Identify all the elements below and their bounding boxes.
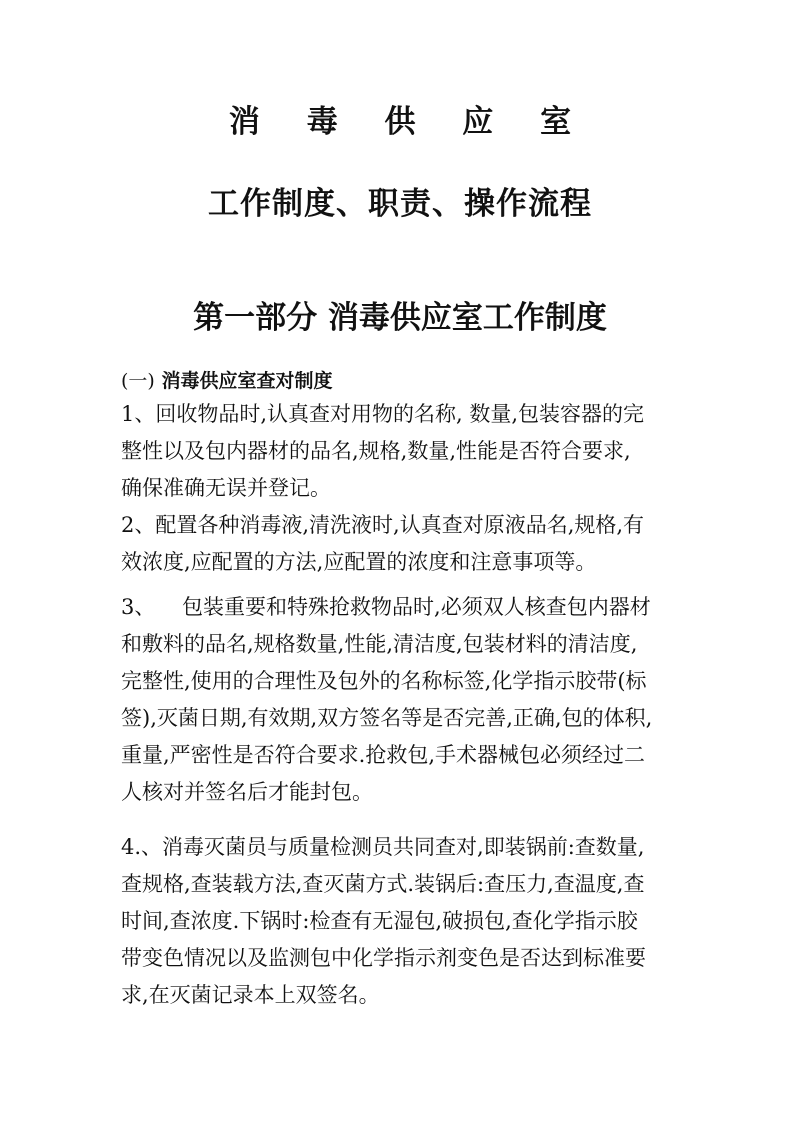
paragraph-4 (121, 829, 691, 1014)
paragraph-line: 求,在灭菌记录本上双签名。 (121, 983, 380, 1007)
paragraph-3 (121, 589, 691, 811)
paragraph-line: 查规格,查装载方法,查灭菌方式.装锅后:查压力,查温度,查 (121, 872, 645, 896)
part-heading: 第一部分 消毒供应室工作制度 (193, 300, 607, 336)
section-title: 消毒供应室查对制度 (161, 370, 333, 392)
paragraph-line: 完整性,使用的合理性及包外的名称标签,化学指示胶带(标 (121, 669, 647, 693)
paragraph-line: 和敷料的品名,规格数量,性能,清洁度,包装材料的清洁度, (121, 632, 638, 656)
paragraph-line: 整性以及包内器材的品名,规格,数量,性能是否符合要求, (121, 439, 631, 463)
paragraph-line: 3、 包装重要和特殊抢救物品时,必须双人核查包内器材 (121, 595, 651, 619)
paragraph-2 (121, 507, 691, 581)
paragraph-line: 确保准确无误并登记。 (121, 476, 331, 500)
paragraph-line: 人核对并签名后才能封包。 (121, 780, 373, 804)
paragraph-1 (121, 396, 691, 507)
document-subtitle: 工作制度、职责、操作流程 (208, 186, 592, 222)
paragraph-line: 1、回收物品时,认真查对用物的名称, 数量,包装容器的完 (121, 402, 645, 426)
paragraph-line: 效浓度,应配置的方法,应配置的浓度和注意事项等。 (121, 550, 597, 574)
section-heading (121, 366, 332, 393)
section-number: (一) (121, 370, 155, 392)
paragraph-line: 重量,严密性是否符合要求.抢救包,手术器械包必须经过二 (121, 743, 646, 767)
document-title: 消 毒 供 应 室 (228, 104, 590, 140)
paragraph-line: 2、配置各种消毒液,清洗液时,认真查对原液品名,规格,有 (121, 513, 645, 537)
paragraph-line: 带变色情况以及监测包中化学指示剂变色是否达到标准要 (121, 946, 646, 970)
paragraph-line: 签),灭菌日期,有效期,双方签名等是否完善,正确,包的体积, (121, 706, 653, 730)
paragraph-line: 4.、消毒灭菌员与质量检测员共同查对,即装锅前:查数量, (121, 835, 645, 859)
paragraph-line: 时间,查浓度.下锅时:检查有无湿包,破损包,查化学指示胶 (121, 909, 638, 933)
